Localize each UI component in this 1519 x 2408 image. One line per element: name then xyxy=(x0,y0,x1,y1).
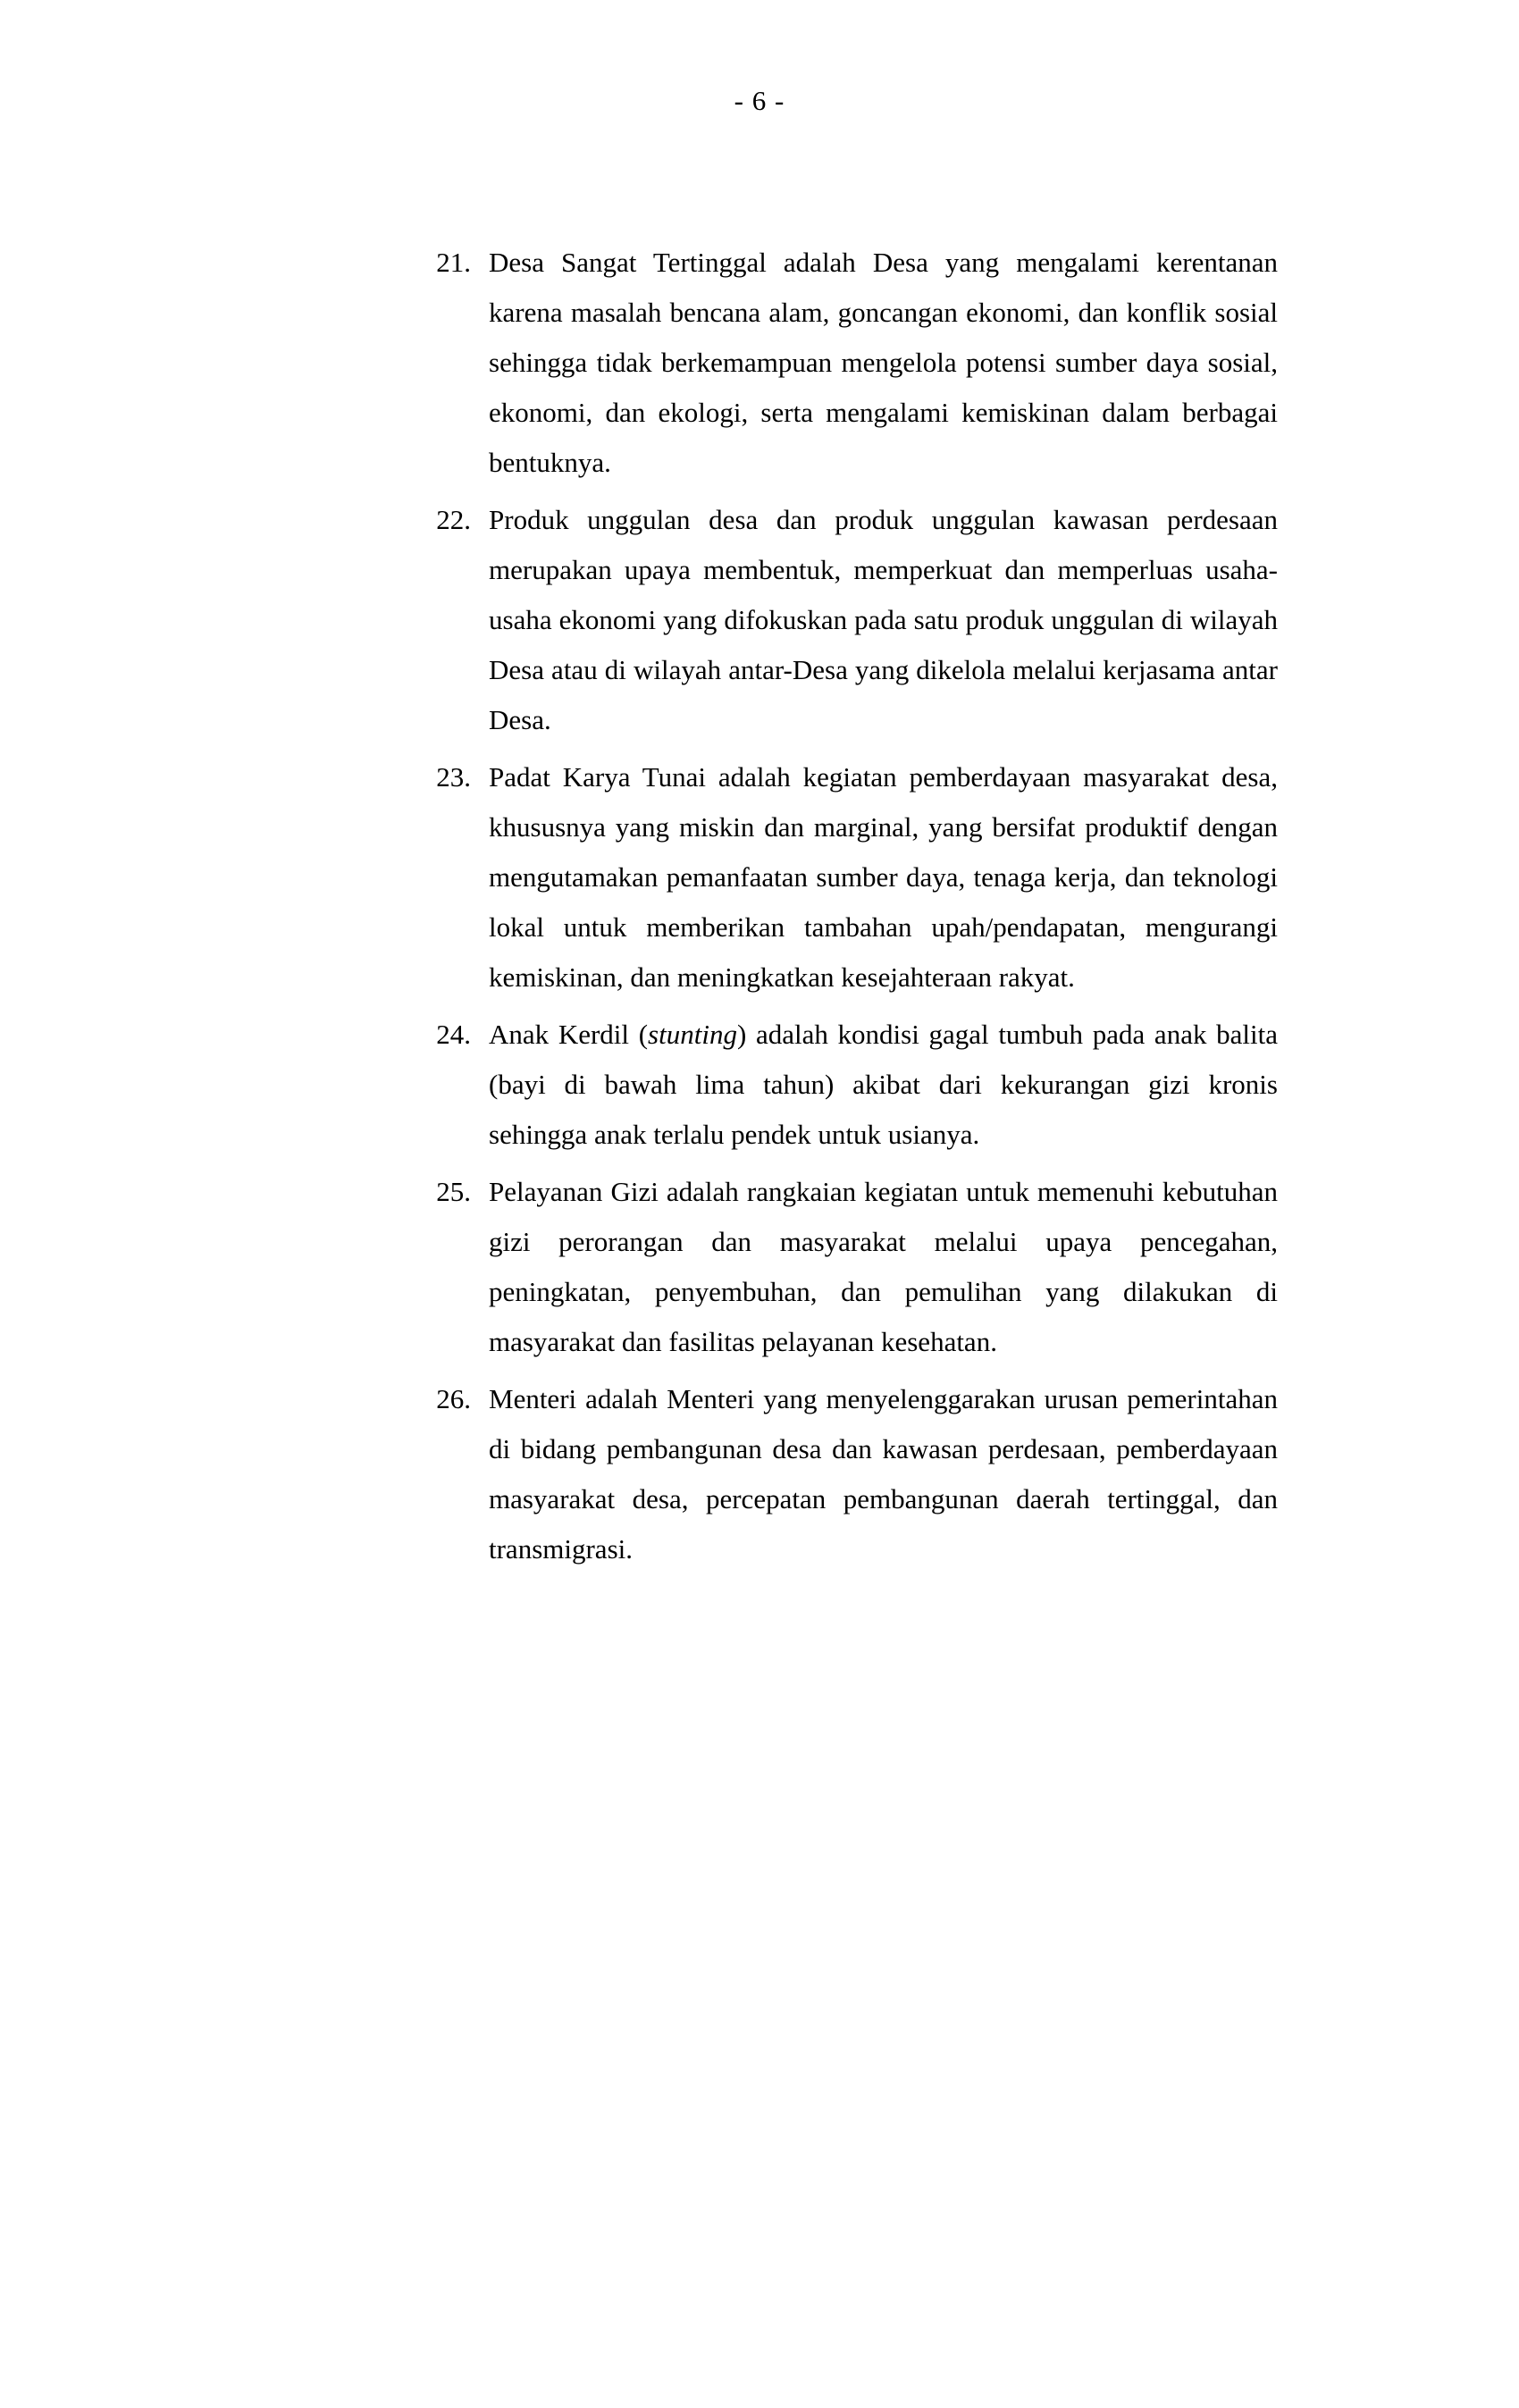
list-item-text-italic: stunting xyxy=(648,1019,737,1050)
list-item-text-post: ) adalah kondisi gagal tumbuh pada anak balita (bayi di bawah lima tahun) akibat dari kekurangan gizi kronis sehingga anak terlalu pendek untuk usianya. xyxy=(489,1019,1278,1150)
list-item-number: 24. xyxy=(436,1019,471,1050)
list-item-text: Desa Sangat Tertinggal adalah Desa yang mengalami kerentanan karena masalah bencana alam, goncangan ekonomi, dan konflik sosial sehingga tidak berkemampuan mengelola potensi sumber daya sosial, ekonomi, dan ekologi, serta mengalami kemiskinan dalam berbagai bentuknya. xyxy=(489,247,1278,478)
list-item xyxy=(415,752,1278,1003)
list-item-text: Padat Karya Tunai adalah kegiatan pemberdayaan masyarakat desa, khususnya yang miskin dan marginal, yang bersifat produktif dengan mengutamakan pemanfaatan sumber daya, tenaga kerja, dan teknologi lokal untuk memberikan tambahan upah/pendapatan, mengurangi kemiskinan, dan meningkatkan kesejahteraan rakyat. xyxy=(489,761,1278,993)
list-item-text: Produk unggulan desa dan produk unggulan kawasan perdesaan merupakan upaya membentuk, memperkuat dan memperluas usaha-usaha ekonomi yang difokuskan pada satu produk unggulan di wilayah Desa atau di wilayah antar-Desa yang dikelola melalui kerjasama antar Desa. xyxy=(489,504,1278,735)
document-page xyxy=(0,85,1519,2408)
definitions-list xyxy=(415,238,1278,1574)
list-item xyxy=(415,1374,1278,1574)
list-item xyxy=(415,238,1278,488)
list-item-number: 26. xyxy=(436,1383,471,1414)
list-item-number: 23. xyxy=(436,761,471,793)
list-item-text-pre: Anak Kerdil ( xyxy=(489,1019,649,1050)
list-item-text: Menteri adalah Menteri yang menyelenggarakan urusan pemerintahan di bidang pembangunan desa dan kawasan perdesaan, pemberdayaan masyarakat desa, percepatan pembangunan daerah tertinggal, dan transmigrasi. xyxy=(489,1383,1278,1565)
list-item-number: 21. xyxy=(436,247,471,278)
list-item-number: 25. xyxy=(436,1176,471,1207)
list-item-number: 22. xyxy=(436,504,471,535)
list-item xyxy=(415,1010,1278,1160)
page-number: - 6 - xyxy=(734,85,785,116)
list-item-text: Pelayanan Gizi adalah rangkaian kegiatan untuk memenuhi kebutuhan gizi perorangan dan masyarakat melalui upaya pencegahan, peningkatan, penyembuhan, dan pemulihan yang dilakukan di masyarakat dan fasilitas pelayanan kesehatan. xyxy=(489,1176,1278,1357)
list-item-text xyxy=(489,1010,1278,1160)
list-item xyxy=(415,1167,1278,1367)
list-item xyxy=(415,495,1278,745)
